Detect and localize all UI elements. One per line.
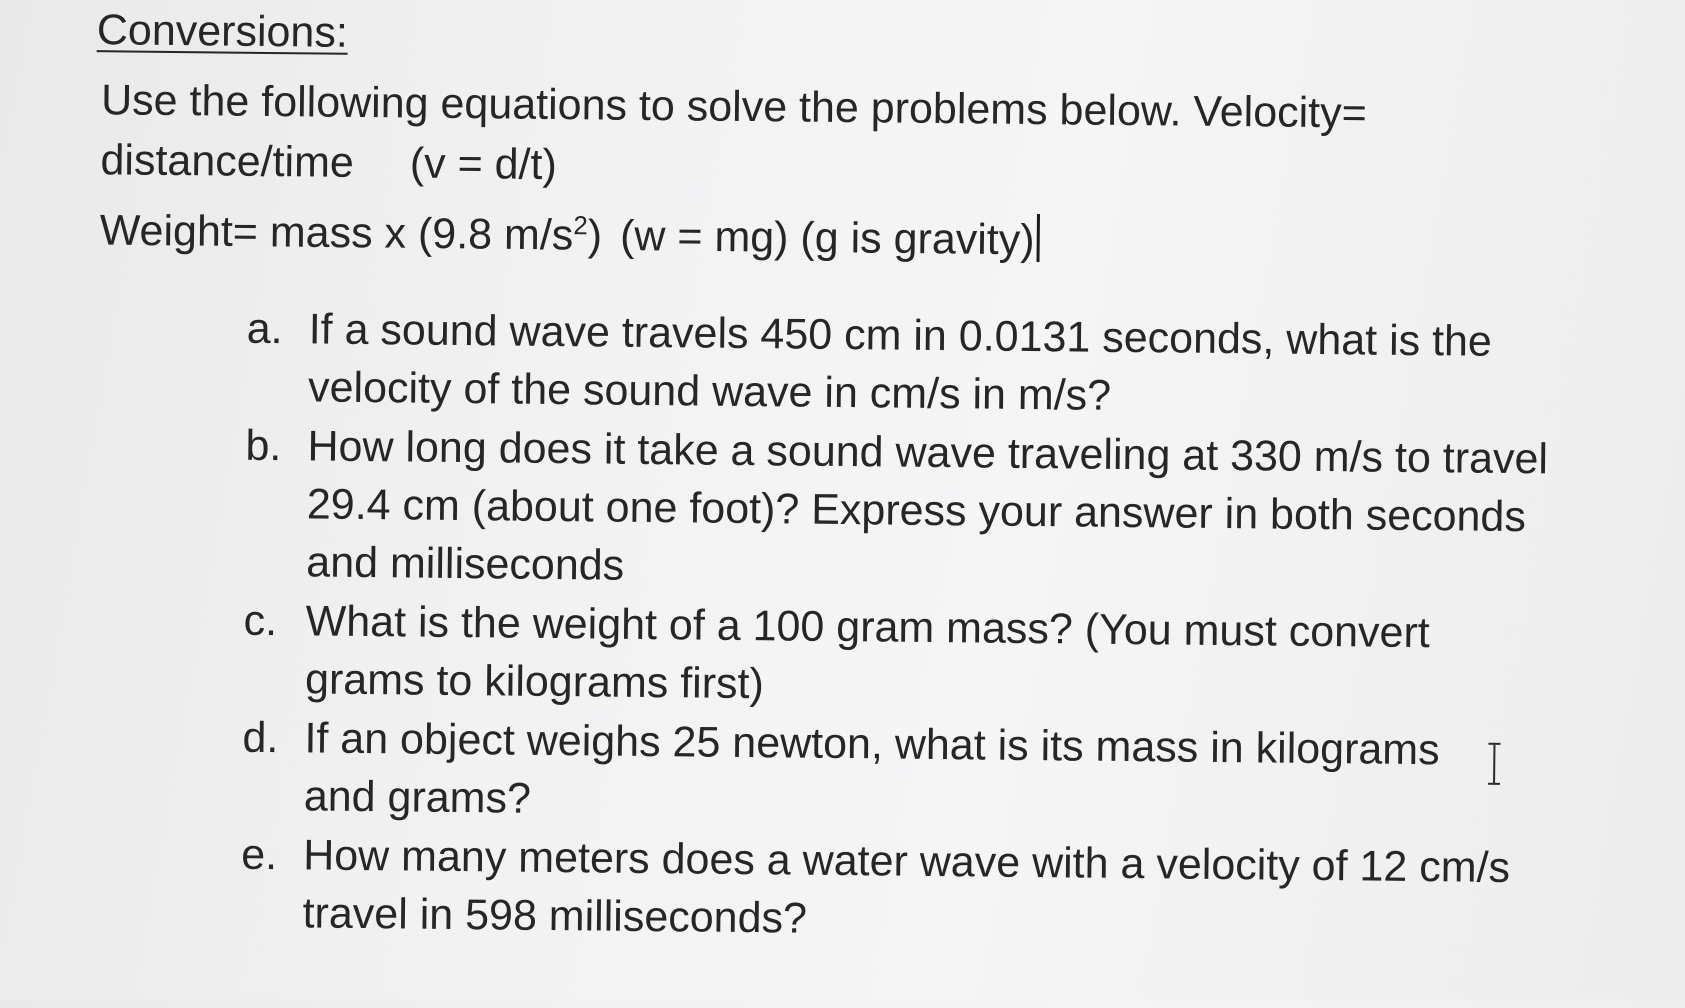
question-item-a[interactable] [246,300,1607,430]
instructions-paragraph[interactable] [99,70,1521,275]
weight-formula: (w = mg) (g is gravity) [619,211,1035,265]
question-marker: d. [242,713,279,763]
question-marker: a. [246,304,283,354]
question-marker: e. [240,830,278,880]
question-item-d[interactable] [242,709,1603,839]
question-text: How long does it take a sound wave traveling at 330 m/s to travel 29.4 cm (about one foot)? Express your answer in both seconds and milliseconds [306,422,1549,590]
instructions-line-1: Use the following equations to solve the problems below. Velocity= [100,76,1367,138]
question-marker: b. [245,421,282,471]
weight-definition-close: ) [587,211,603,260]
exponent: 2 [573,210,589,241]
question-marker: c. [243,596,278,646]
question-text: If a sound wave travels 450 cm in 0.0131 seconds, what is the velocity of the sound wave in cm/s in m/s? [307,305,1493,420]
question-item-b[interactable] [244,417,1606,605]
question-text: How many meters does a water wave with a velocity of 12 cm/s travel in 598 milliseconds? [302,831,1511,943]
page-title: Conversions: [96,6,349,57]
question-item-e[interactable] [240,826,1601,956]
question-text: If an object weighs 25 newton, what is its mass in kilograms and grams? [303,714,1440,823]
instructions-line-3 [99,190,1520,275]
velocity-definition: distance/time [100,136,355,187]
question-text: What is the weight of a 100 gram mass? (You must convert grams to kilograms first) [304,597,1431,709]
i-beam-cursor-icon [1484,742,1504,786]
velocity-formula: (v = d/t) [409,139,558,189]
question-item-c[interactable] [243,592,1604,722]
text-caret-icon [1036,214,1040,262]
weight-definition: Weight= mass x (9.8 m/s [99,206,574,260]
question-list [240,300,1607,957]
